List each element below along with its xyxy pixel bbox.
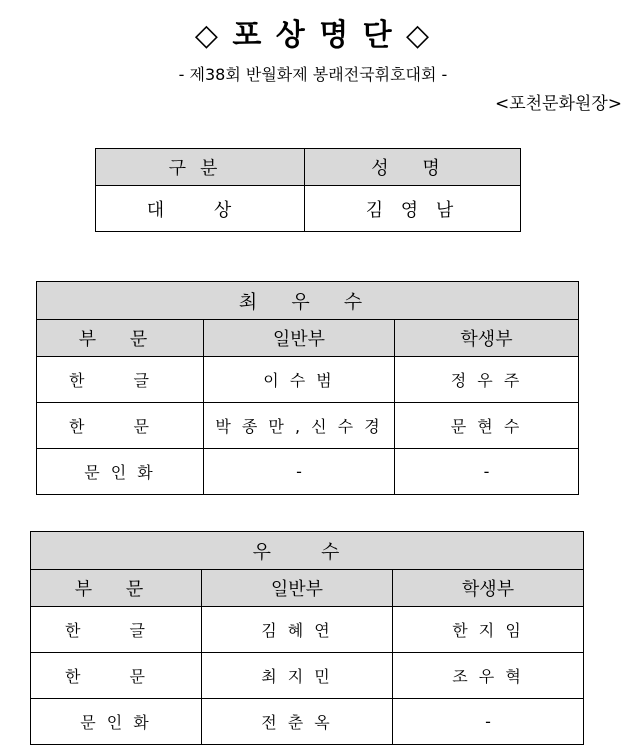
general-winner-cell: 최 지 민 — [202, 653, 393, 699]
merit-award-table — [30, 531, 584, 745]
column-header-student: 학생부 — [395, 320, 579, 357]
student-winner-cell: 정 우 주 — [395, 357, 579, 403]
table-row — [31, 607, 584, 653]
table-header-row — [96, 149, 521, 186]
table-header-row — [31, 570, 584, 607]
student-winner-cell: 문 현 수 — [395, 403, 579, 449]
column-header-division: 부 문 — [31, 570, 202, 607]
division-cell: 한 글 — [31, 607, 202, 653]
division-cell: 문 인 화 — [37, 449, 204, 495]
table-row — [37, 357, 579, 403]
column-header-general: 일반부 — [202, 570, 393, 607]
table-row — [37, 403, 579, 449]
table-row — [96, 186, 521, 232]
award-category: 대 상 — [96, 186, 305, 232]
division-cell: 한 글 — [37, 357, 204, 403]
student-winner-cell: 한 지 임 — [393, 607, 584, 653]
column-header-division: 부 문 — [37, 320, 204, 357]
general-winner-cell: - — [204, 449, 395, 495]
column-header-category: 구분 — [96, 149, 305, 186]
general-winner-cell: 전 춘 옥 — [202, 699, 393, 745]
table-caption: 우 수 — [31, 532, 584, 570]
table-caption: 최 우 수 — [37, 282, 579, 320]
division-cell: 한 문 — [31, 653, 202, 699]
table-row — [37, 449, 579, 495]
student-winner-cell: - — [395, 449, 579, 495]
table-header-row — [37, 320, 579, 357]
column-header-general: 일반부 — [204, 320, 395, 357]
division-cell: 한 문 — [37, 403, 204, 449]
excellence-award-table — [36, 281, 579, 495]
table-row — [31, 699, 584, 745]
student-winner-cell: 조 우 혁 — [393, 653, 584, 699]
grand-prize-table — [95, 148, 521, 232]
column-header-student: 학생부 — [393, 570, 584, 607]
general-winner-cell: 김 혜 연 — [202, 607, 393, 653]
award-winner: 김 영 남 — [305, 186, 521, 232]
division-cell: 문 인 화 — [31, 699, 202, 745]
venue-label: <포천문화원장> — [494, 94, 622, 114]
general-winner-cell: 이 수 범 — [204, 357, 395, 403]
table-row — [31, 653, 584, 699]
general-winner-cell: 박 종 만 , 신 수 경 — [204, 403, 395, 449]
student-winner-cell: - — [393, 699, 584, 745]
page-title: ◇ 포 상 명 단 ◇ — [194, 18, 432, 53]
page-subtitle: - 제38회 반월화제 봉래전국휘호대회 - — [178, 65, 448, 84]
column-header-name: 성 명 — [305, 149, 521, 186]
